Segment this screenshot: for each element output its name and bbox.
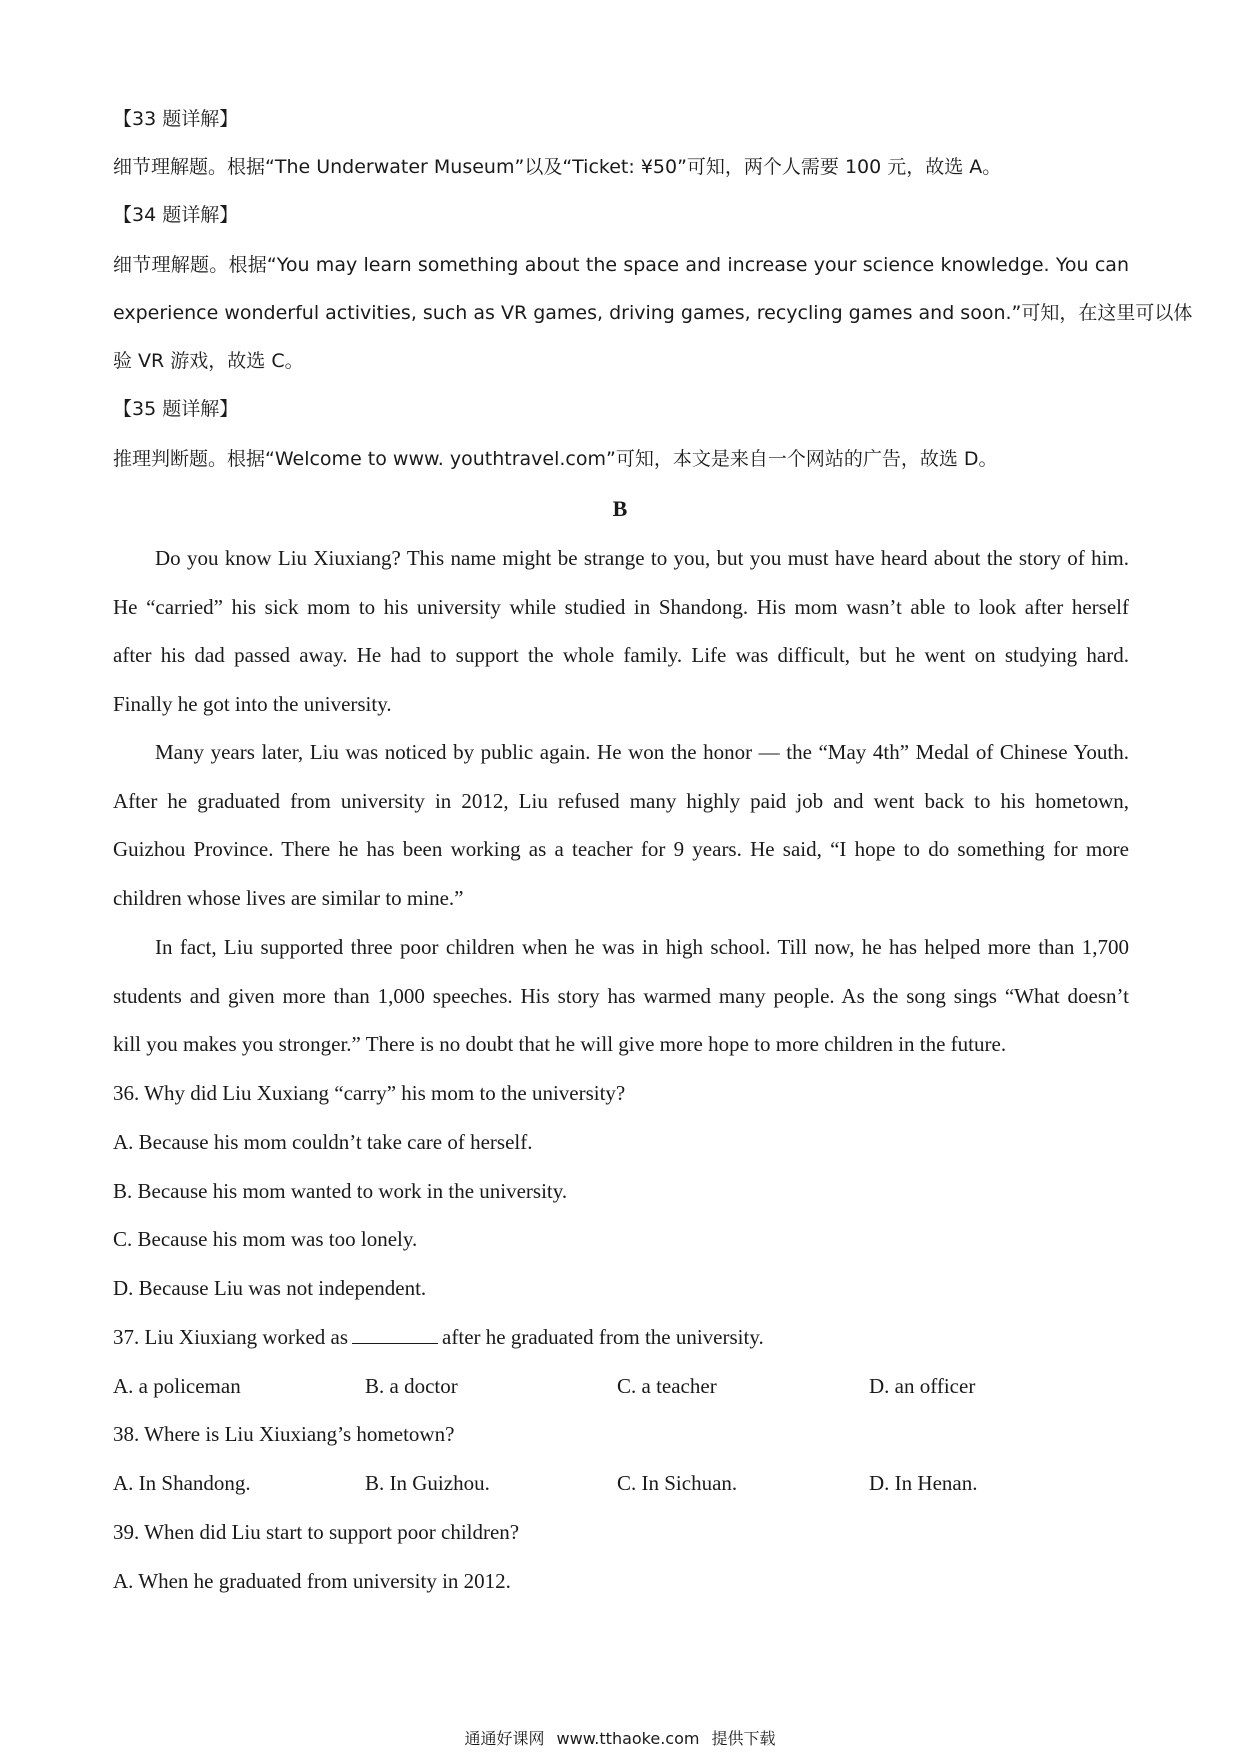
question-37-stem [113, 1322, 1129, 1354]
question-39-option-a: A. When he graduated from university in 2012. [113, 1569, 511, 1593]
question-38-option-d: D. In Henan. [869, 1471, 978, 1495]
q34-analysis-header: 【34 题详解】 [113, 204, 239, 226]
passage-line: after his dad passed away. He had to support the whole family. Life was difficult, but he went on studying hard. [113, 643, 1129, 667]
q34-analysis-line: experience wonderful activities, such as VR games, driving games, recycling games and soon.”可知，在这里可以体 [113, 302, 1193, 324]
q35-analysis-header: 【35 题详解】 [113, 398, 239, 420]
question-38-option-a: A. In Shandong. [113, 1471, 251, 1495]
question-37-stem-after: after he graduated from the university. [442, 1325, 764, 1349]
passage-line: students and given more than 1,000 speeches. His story has warmed many people. As the song sings “What doesn’t [113, 984, 1129, 1008]
page-footer [0, 1728, 1240, 1750]
question-38-option-b: B. In Guizhou. [365, 1471, 490, 1495]
footer-note: 提供下载 [711, 1729, 776, 1748]
question-37-option-c: C. a teacher [617, 1374, 717, 1398]
question-36-option-d: D. Because Liu was not independent. [113, 1276, 427, 1300]
passage-line: Finally he got into the university. [113, 692, 392, 716]
passage-line: kill you makes you stronger.” There is no doubt that he will give more hope to more children in the future. [113, 1032, 1007, 1056]
question-36-stem: 36. Why did Liu Xuxiang “carry” his mom to the university? [113, 1081, 626, 1105]
passage-line: In fact, Liu supported three poor children when he was in high school. Till now, he has helped more than 1,700 [155, 935, 1129, 959]
passage-line: children whose lives are similar to mine.” [113, 886, 464, 910]
question-38-stem: 38. Where is Liu Xiuxiang’s hometown? [113, 1422, 455, 1446]
passage-line: After he graduated from university in 2012, Liu refused many highly paid job and went back to his hometown, [113, 789, 1129, 813]
question-36-option-b: B. Because his mom wanted to work in the university. [113, 1179, 568, 1203]
passage-line: Guizhou Province. There he has been working as a teacher for 9 years. He said, “I hope to do something for more [113, 837, 1129, 861]
q33-analysis-text: 细节理解题。根据“The Underwater Museum”以及“Ticket: ¥50”可知，两个人需要 100 元，故选 A。 [113, 156, 1002, 178]
section-title: B [612, 496, 628, 521]
answer-blank [352, 1323, 438, 1344]
passage-line: Do you know Liu Xiuxiang? This name might be strange to you, but you must have heard about the story of him. [155, 546, 1129, 570]
passage-line: Many years later, Liu was noticed by public again. He won the honor — the “May 4th” Medal of Chinese Youth. [155, 740, 1129, 764]
question-39-stem: 39. When did Liu start to support poor children? [113, 1520, 520, 1544]
q34-analysis-line: 细节理解题。根据“You may learn something about the space and increase your science knowledge. You can [113, 254, 1129, 276]
question-37-stem-before: 37. Liu Xiuxiang worked as [113, 1325, 349, 1349]
question-37-option-d: D. an officer [869, 1374, 976, 1398]
question-37-option-a: A. a policeman [113, 1374, 241, 1398]
question-36-option-a: A. Because his mom couldn’t take care of herself. [113, 1130, 533, 1154]
question-37-option-b: B. a doctor [365, 1374, 458, 1398]
q35-analysis-text: 推理判断题。根据“Welcome to www. youthtravel.com”可知，本文是来自一个网站的广告，故选 D。 [113, 448, 998, 470]
q33-analysis-header: 【33 题详解】 [113, 108, 239, 130]
question-38-option-c: C. In Sichuan. [617, 1471, 738, 1495]
question-36-option-c: C. Because his mom was too lonely. [113, 1227, 418, 1251]
footer-url[interactable]: www.tthaoke.com [556, 1729, 700, 1748]
footer-site-name: 通通好课网 [464, 1729, 545, 1748]
q34-analysis-line: 验 VR 游戏，故选 C。 [113, 350, 304, 372]
passage-line: He “carried” his sick mom to his university while studied in Shandong. His mom wasn’t able to look after herself [113, 595, 1129, 619]
